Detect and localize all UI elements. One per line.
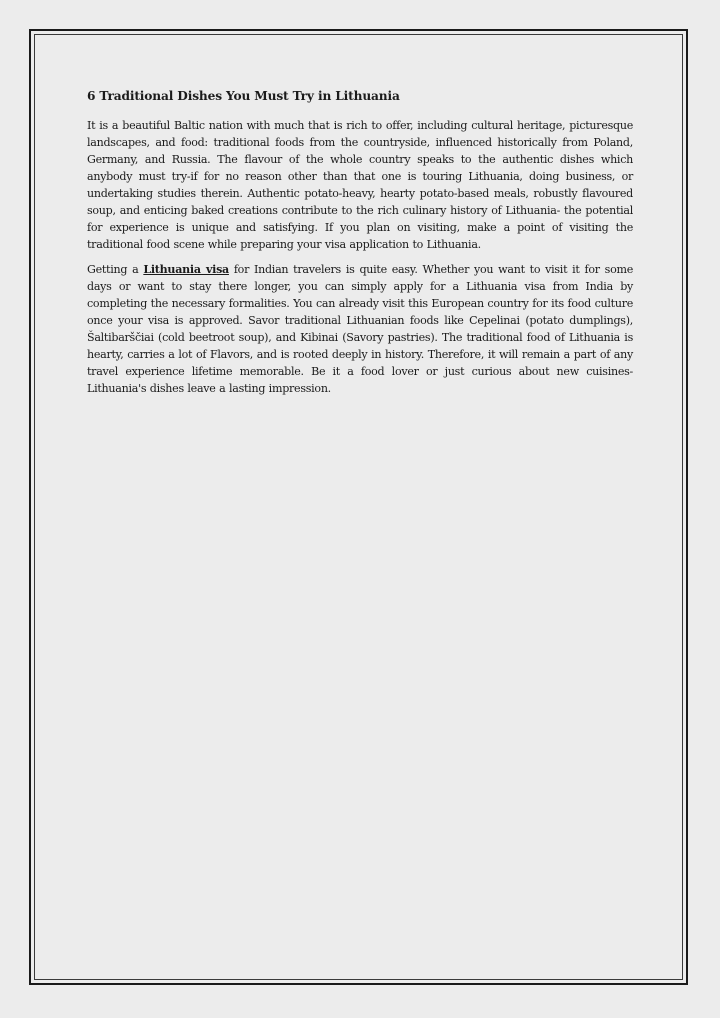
paragraph-visa-rest: for Indian travelers is quite easy. Whether you want to visit it for some days or want to stay there longer, you can simply apply for a Lithuania visa from India by completing the necessary formalities. You can already visit this European country for its food culture once your visa is approved. Savor traditional Lithuanian foods like Cepelinai (potato dumplings), Šaltibarščiai (cold beetroot soup), and Kibinai (Savory pastries). The traditional food of Lithuania is hearty, carries a lot of Flavors, and is rooted deeply in history. Therefore, it will remain a part of any travel experience lifetime memorable. Be it a food lover or just curious about new cuisines-Lithuania's dishes leave a lasting impression. — [87, 263, 633, 395]
lithuania-visa-link[interactable]: Lithuania visa — [143, 263, 229, 276]
article-body — [87, 86, 633, 405]
paragraph-intro: It is a beautiful Baltic nation with much that is rich to offer, including cultural heritage, picturesque landscapes, and food: traditional foods from the countryside, influenced historically from Poland, Germany, and Russia. The flavour of the whole country speaks to the authentic dishes which anybody must try-if for no reason other than that one is touring Lithuania, doing business, or undertaking studies therein. Authentic potato-heavy, hearty potato-based meals, robustly flavoured soup, and enticing baked creations contribute to the rich culinary history of Lithuania- the potential for experience is unique and satisfying. If you plan on visiting, make a point of visiting the traditional food scene while preparing your visa application to Lithuania. — [87, 119, 633, 251]
paragraph-visa — [87, 261, 633, 397]
paragraph-visa-lead: Getting a — [87, 263, 144, 276]
article-title: 6 Traditional Dishes You Must Try in Lithuania — [87, 89, 400, 103]
